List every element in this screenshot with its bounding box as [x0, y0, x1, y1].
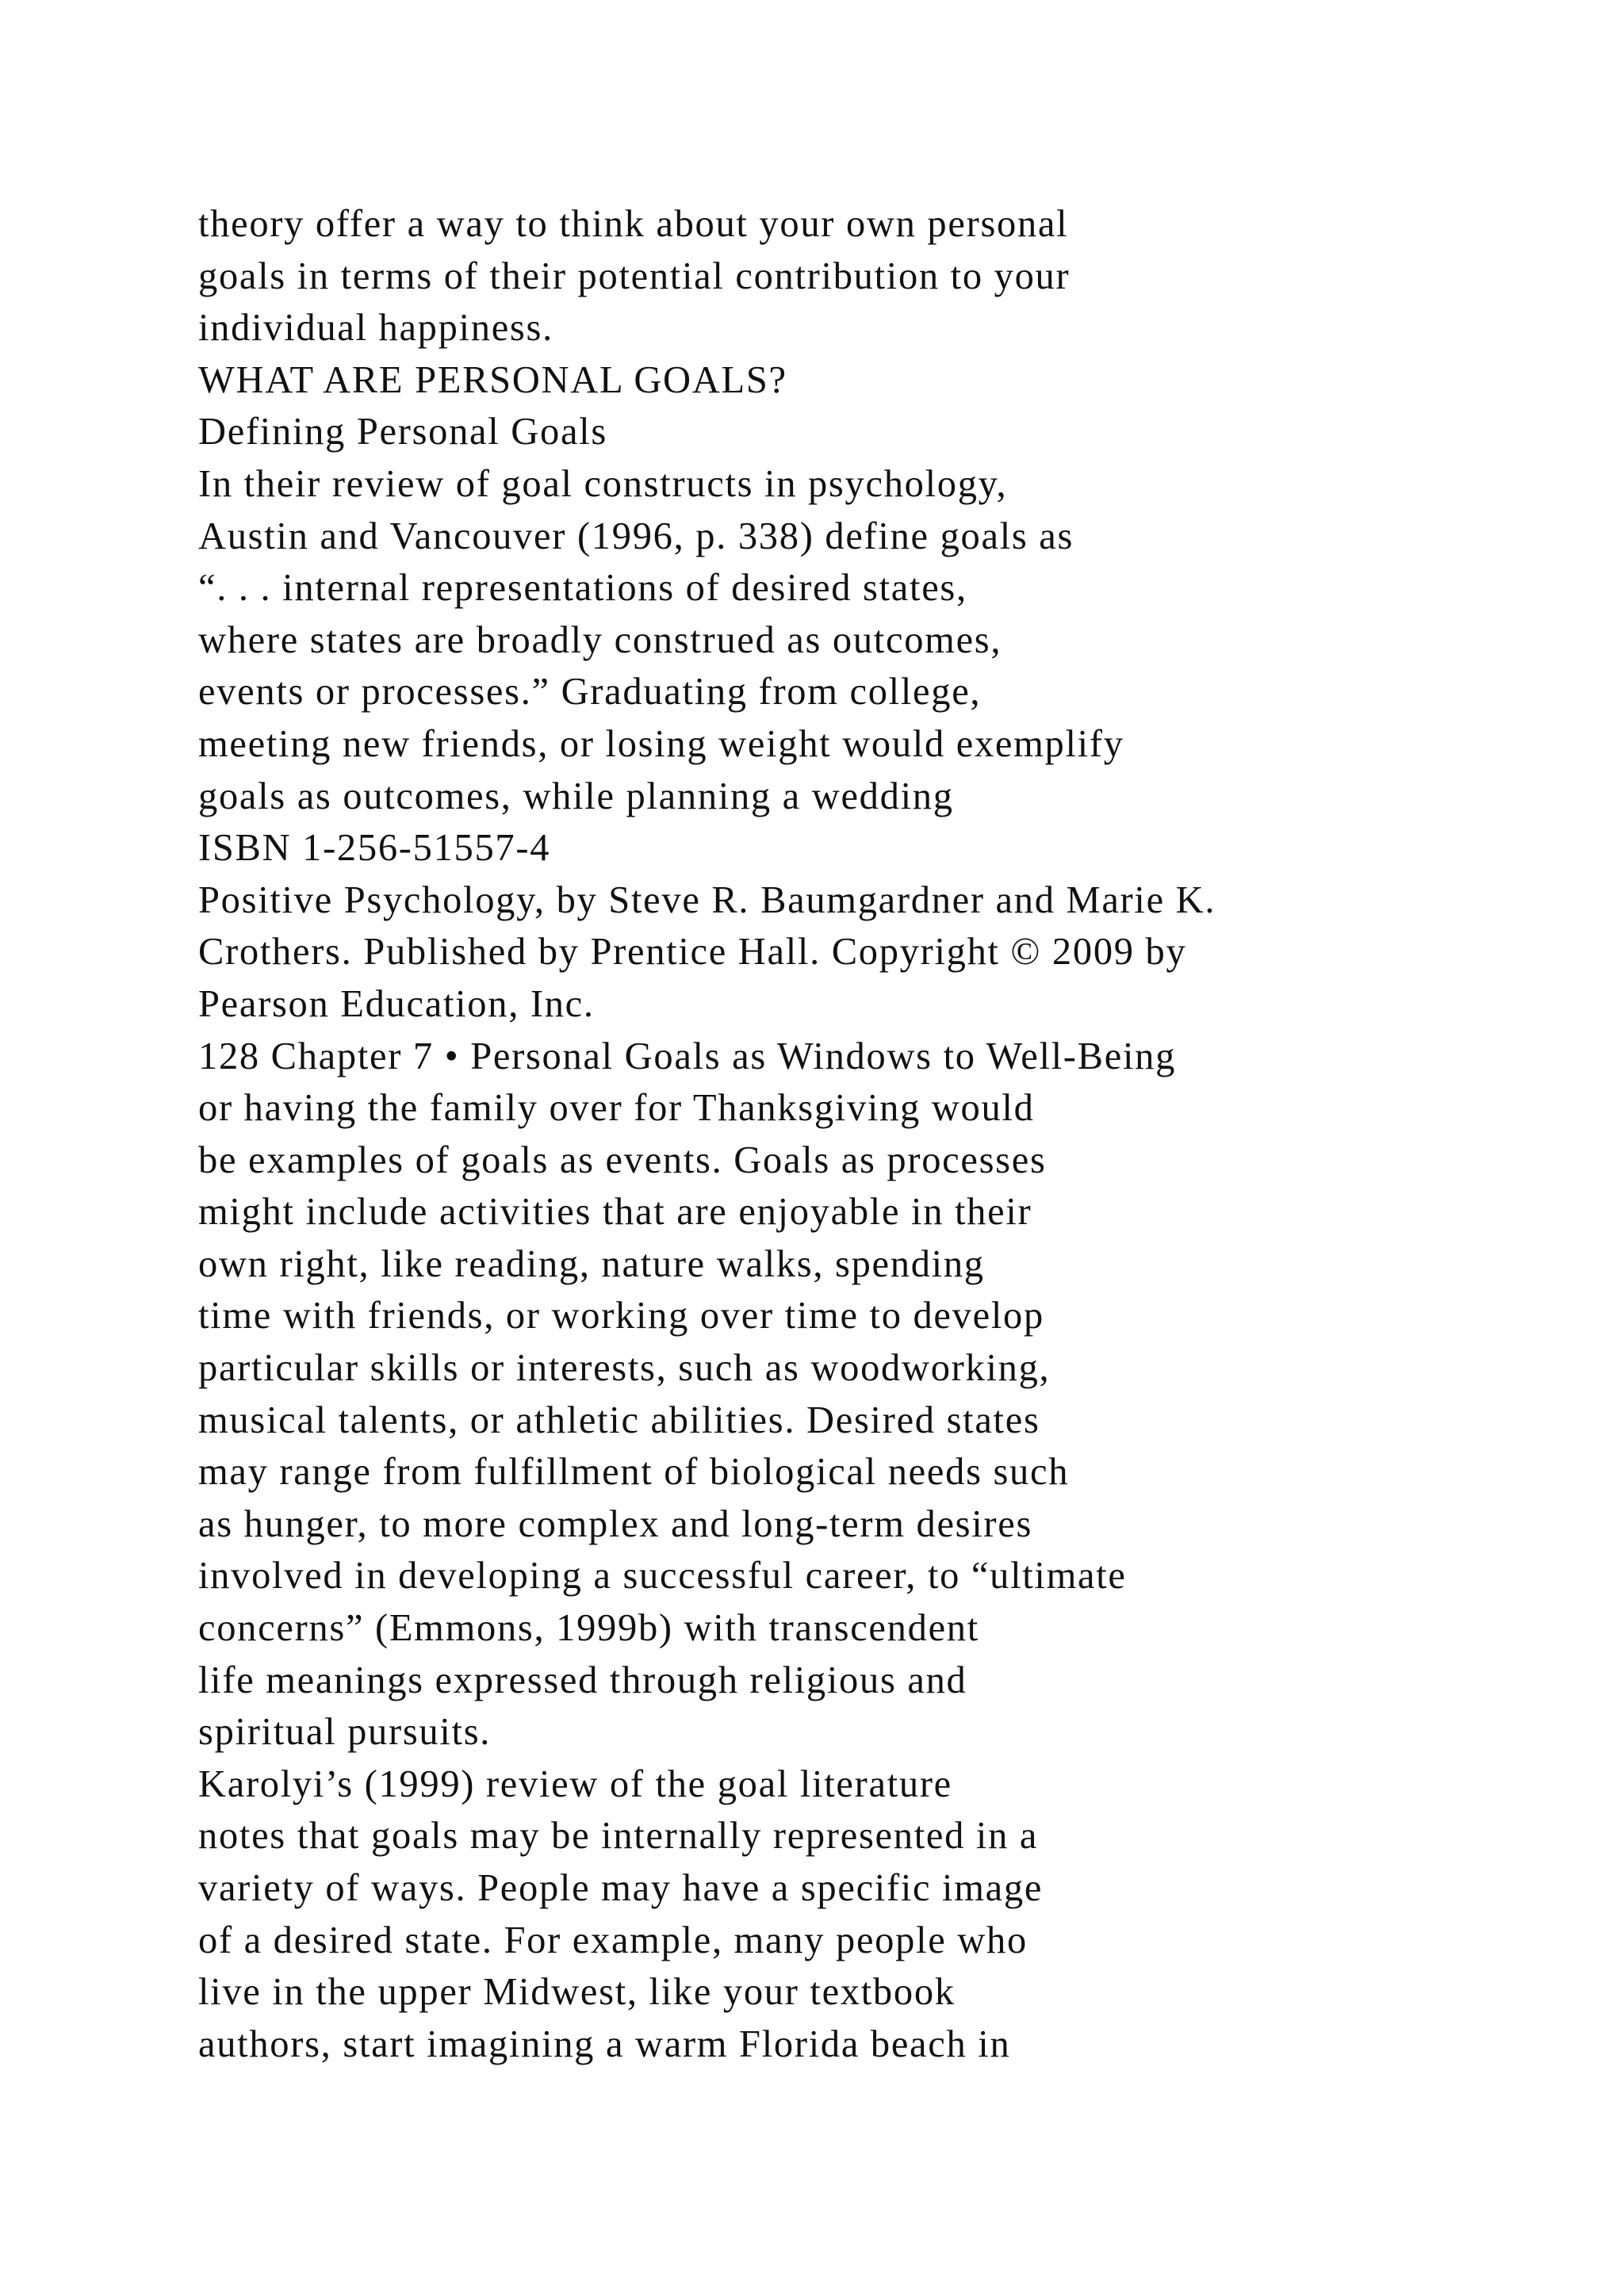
text-line: Austin and Vancouver (1996, p. 338) define goals as — [198, 515, 1074, 557]
text-line: meeting new friends, or losing weight would exemplify — [198, 722, 1124, 765]
text-line: “. . . internal representations of desired states, — [198, 567, 967, 610]
text-line: Karolyi’s (1999) review of the goal literature — [198, 1762, 952, 1805]
body-text — [198, 198, 1594, 2070]
text-line: particular skills or interests, such as woodworking, — [198, 1347, 1051, 1390]
copyright-line: Crothers. Published by Prentice Hall. Copyright © 2009 by — [198, 931, 1187, 974]
copyright-line: Positive Psychology, by Steve R. Baumgardner and Marie K. — [198, 878, 1216, 921]
text-line: authors, start imagining a warm Florida beach in — [198, 2022, 1011, 2065]
text-line: of a desired state. For example, many people who — [198, 1919, 1028, 1961]
text-line: as hunger, to more complex and long-term desires — [198, 1502, 1033, 1545]
running-header: 128 Chapter 7 • Personal Goals as Windows to Well-Being — [198, 1035, 1177, 1077]
text-line: concerns” (Emmons, 1999b) with transcendent — [198, 1607, 979, 1650]
text-line: theory offer a way to think about your own personal — [198, 203, 1069, 245]
text-line: events or processes.” Graduating from college, — [198, 671, 982, 714]
subsection-heading: Defining Personal Goals — [198, 411, 607, 453]
text-line: individual happiness. — [198, 307, 553, 350]
text-line: goals in terms of their potential contribution to your — [198, 254, 1071, 297]
text-line: involved in developing a successful career, to “ultimate — [198, 1555, 1127, 1598]
text-line: spiritual pursuits. — [198, 1711, 492, 1754]
section-heading: WHAT ARE PERSONAL GOALS? — [198, 358, 787, 401]
text-line: may range from fulfillment of biological needs such — [198, 1451, 1070, 1494]
copyright-line: Pearson Education, Inc. — [198, 982, 595, 1025]
text-line: own right, like reading, nature walks, spending — [198, 1242, 985, 1285]
text-line: time with friends, or working over time to develop — [198, 1295, 1044, 1337]
text-line: musical talents, or athletic abilities. Desired states — [198, 1399, 1040, 1441]
text-line: life meanings expressed through religious and — [198, 1659, 967, 1701]
text-line: notes that goals may be internally represented in a — [198, 1815, 1039, 1858]
text-line: might include activities that are enjoyable in their — [198, 1191, 1032, 1234]
text-line: where states are broadly construed as outcomes, — [198, 618, 1002, 661]
text-line: variety of ways. People may have a specific image — [198, 1867, 1044, 1909]
text-line: goals as outcomes, while planning a wedding — [198, 775, 954, 817]
isbn-line: ISBN 1-256-51557-4 — [198, 827, 551, 870]
text-line: or having the family over for Thanksgiving would — [198, 1087, 1035, 1130]
text-line: In their review of goal constructs in psychology, — [198, 462, 1008, 505]
text-line: live in the upper Midwest, like your textbook — [198, 1971, 956, 2014]
text-line: be examples of goals as events. Goals as processes — [198, 1138, 1047, 1181]
